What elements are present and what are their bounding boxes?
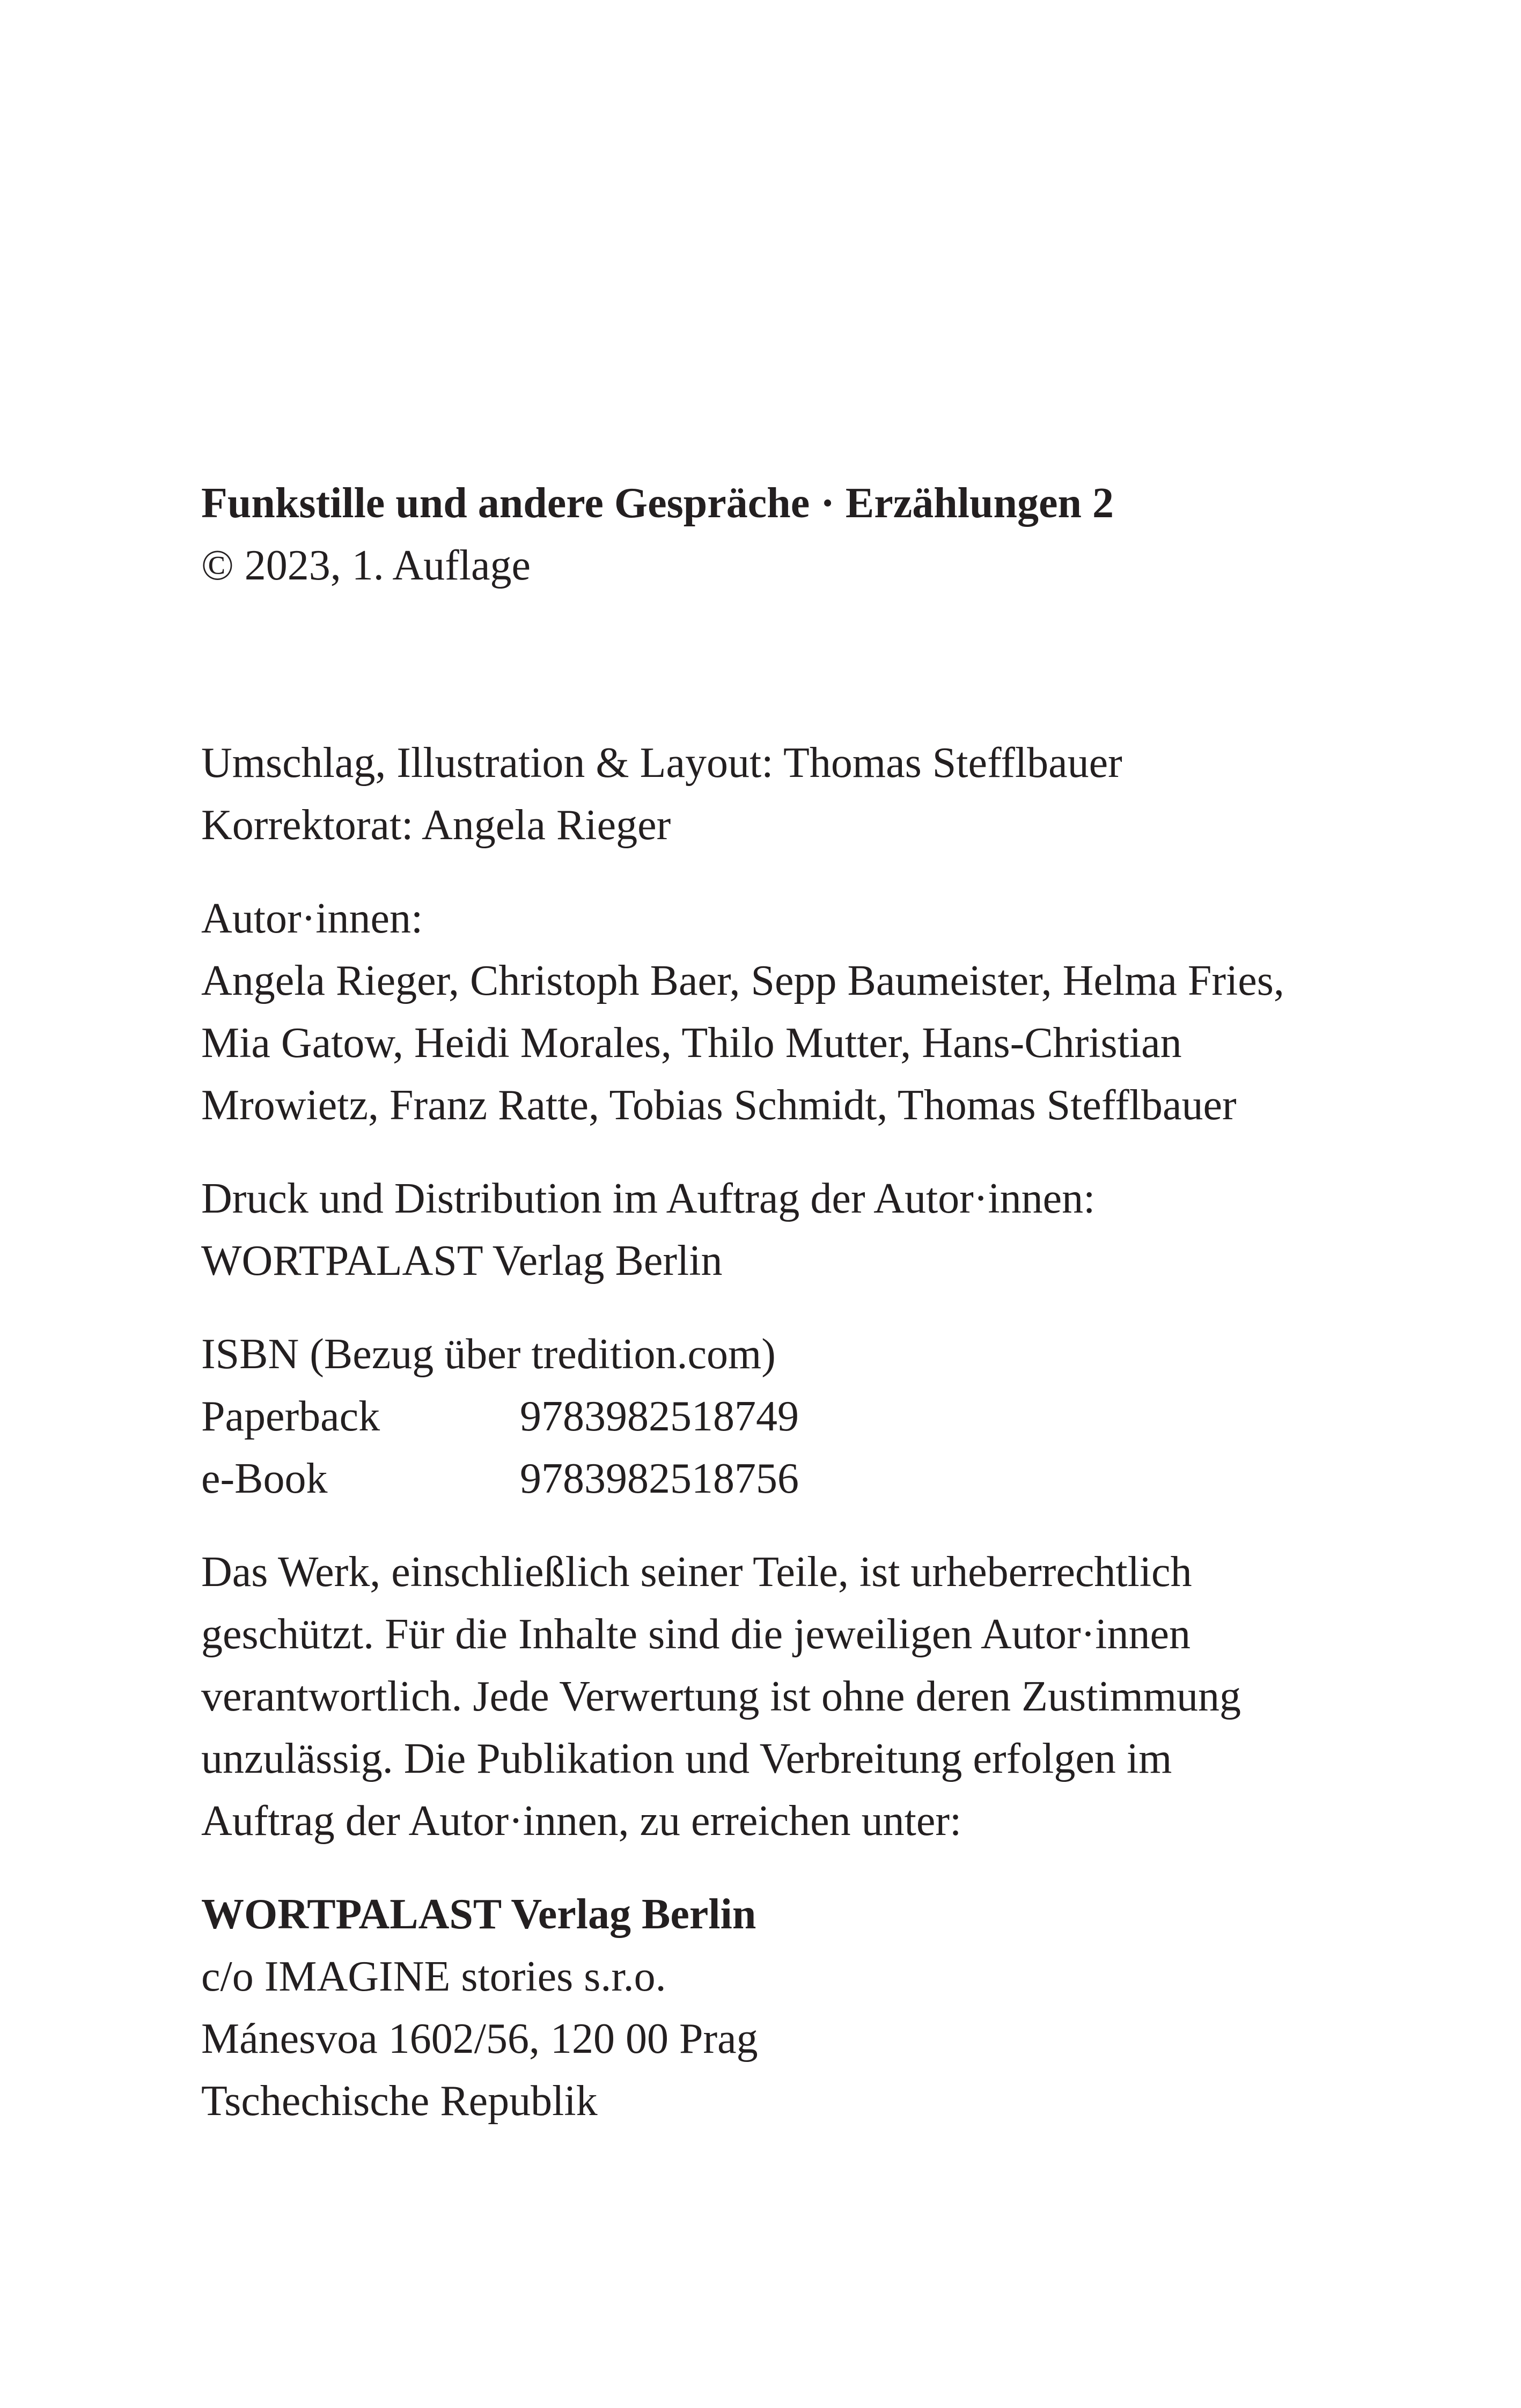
address-line: c/o IMAGINE stories s.r.o. [201, 1953, 666, 2000]
print-distribution-line: Druck und Distribution im Auftrag der Autor·innen: [201, 1175, 1096, 1222]
isbn-number: 9783982518749 [520, 1393, 799, 1440]
imprint-page [201, 472, 1382, 2132]
title-block [201, 472, 1382, 597]
isbn-format-label: Paperback [201, 1393, 380, 1440]
isbn-format-label: e-Book [201, 1455, 328, 1502]
legal-line: verantwortlich. Jede Verwertung ist ohne deren Zustimmung [201, 1673, 1241, 1720]
authors-line: Angela Rieger, Christoph Baer, Sepp Baumeister, Helma Fries, [201, 957, 1284, 1004]
legal-line: Das Werk, einschließlich seiner Teile, ist urheberrechtlich [201, 1548, 1192, 1596]
copyright-line: © 2023, 1. Auflage [201, 542, 531, 589]
authors-line: Mrowietz, Franz Ratte, Tobias Schmidt, Thomas Stefflbauer [201, 1082, 1237, 1129]
proofreading-credit: Korrektorat: Angela Rieger [201, 802, 671, 849]
publisher-address [201, 1883, 1382, 2132]
legal-line: unzulässig. Die Publikation und Verbreitung erfolgen im [201, 1735, 1172, 1782]
design-credit: Umschlag, Illustration & Layout: Thomas Stefflbauer [201, 739, 1122, 787]
print-distribution-block [201, 1168, 1382, 1292]
address-publisher-name: WORTPALAST Verlag Berlin [201, 1891, 756, 1938]
book-title: Funkstille und andere Gespräche · Erzählungen 2 [201, 480, 1114, 527]
isbn-row-paperback [201, 1385, 1382, 1448]
isbn-heading: ISBN (Bezug über tredition.com) [201, 1331, 776, 1378]
authors-block [201, 887, 1382, 1136]
address-line: Tschechische Republik [201, 2077, 598, 2125]
publisher-name: WORTPALAST Verlag Berlin [201, 1237, 723, 1284]
credits-block [201, 732, 1382, 856]
isbn-block [201, 1323, 1382, 1510]
address-line: Mánesvoa 1602/56, 120 00 Prag [201, 2015, 758, 2062]
authors-line: Mia Gatow, Heidi Morales, Thilo Mutter, Hans-Christian [201, 1019, 1182, 1067]
authors-heading: Autor·innen: [201, 895, 423, 942]
legal-line: geschützt. Für die Inhalte sind die jeweiligen Autor·innen [201, 1611, 1191, 1658]
legal-notice [201, 1541, 1382, 1852]
isbn-number: 9783982518756 [520, 1455, 799, 1502]
isbn-row-ebook [201, 1448, 1382, 1510]
legal-line: Auftrag der Autor·innen, zu erreichen unter: [201, 1797, 962, 1845]
